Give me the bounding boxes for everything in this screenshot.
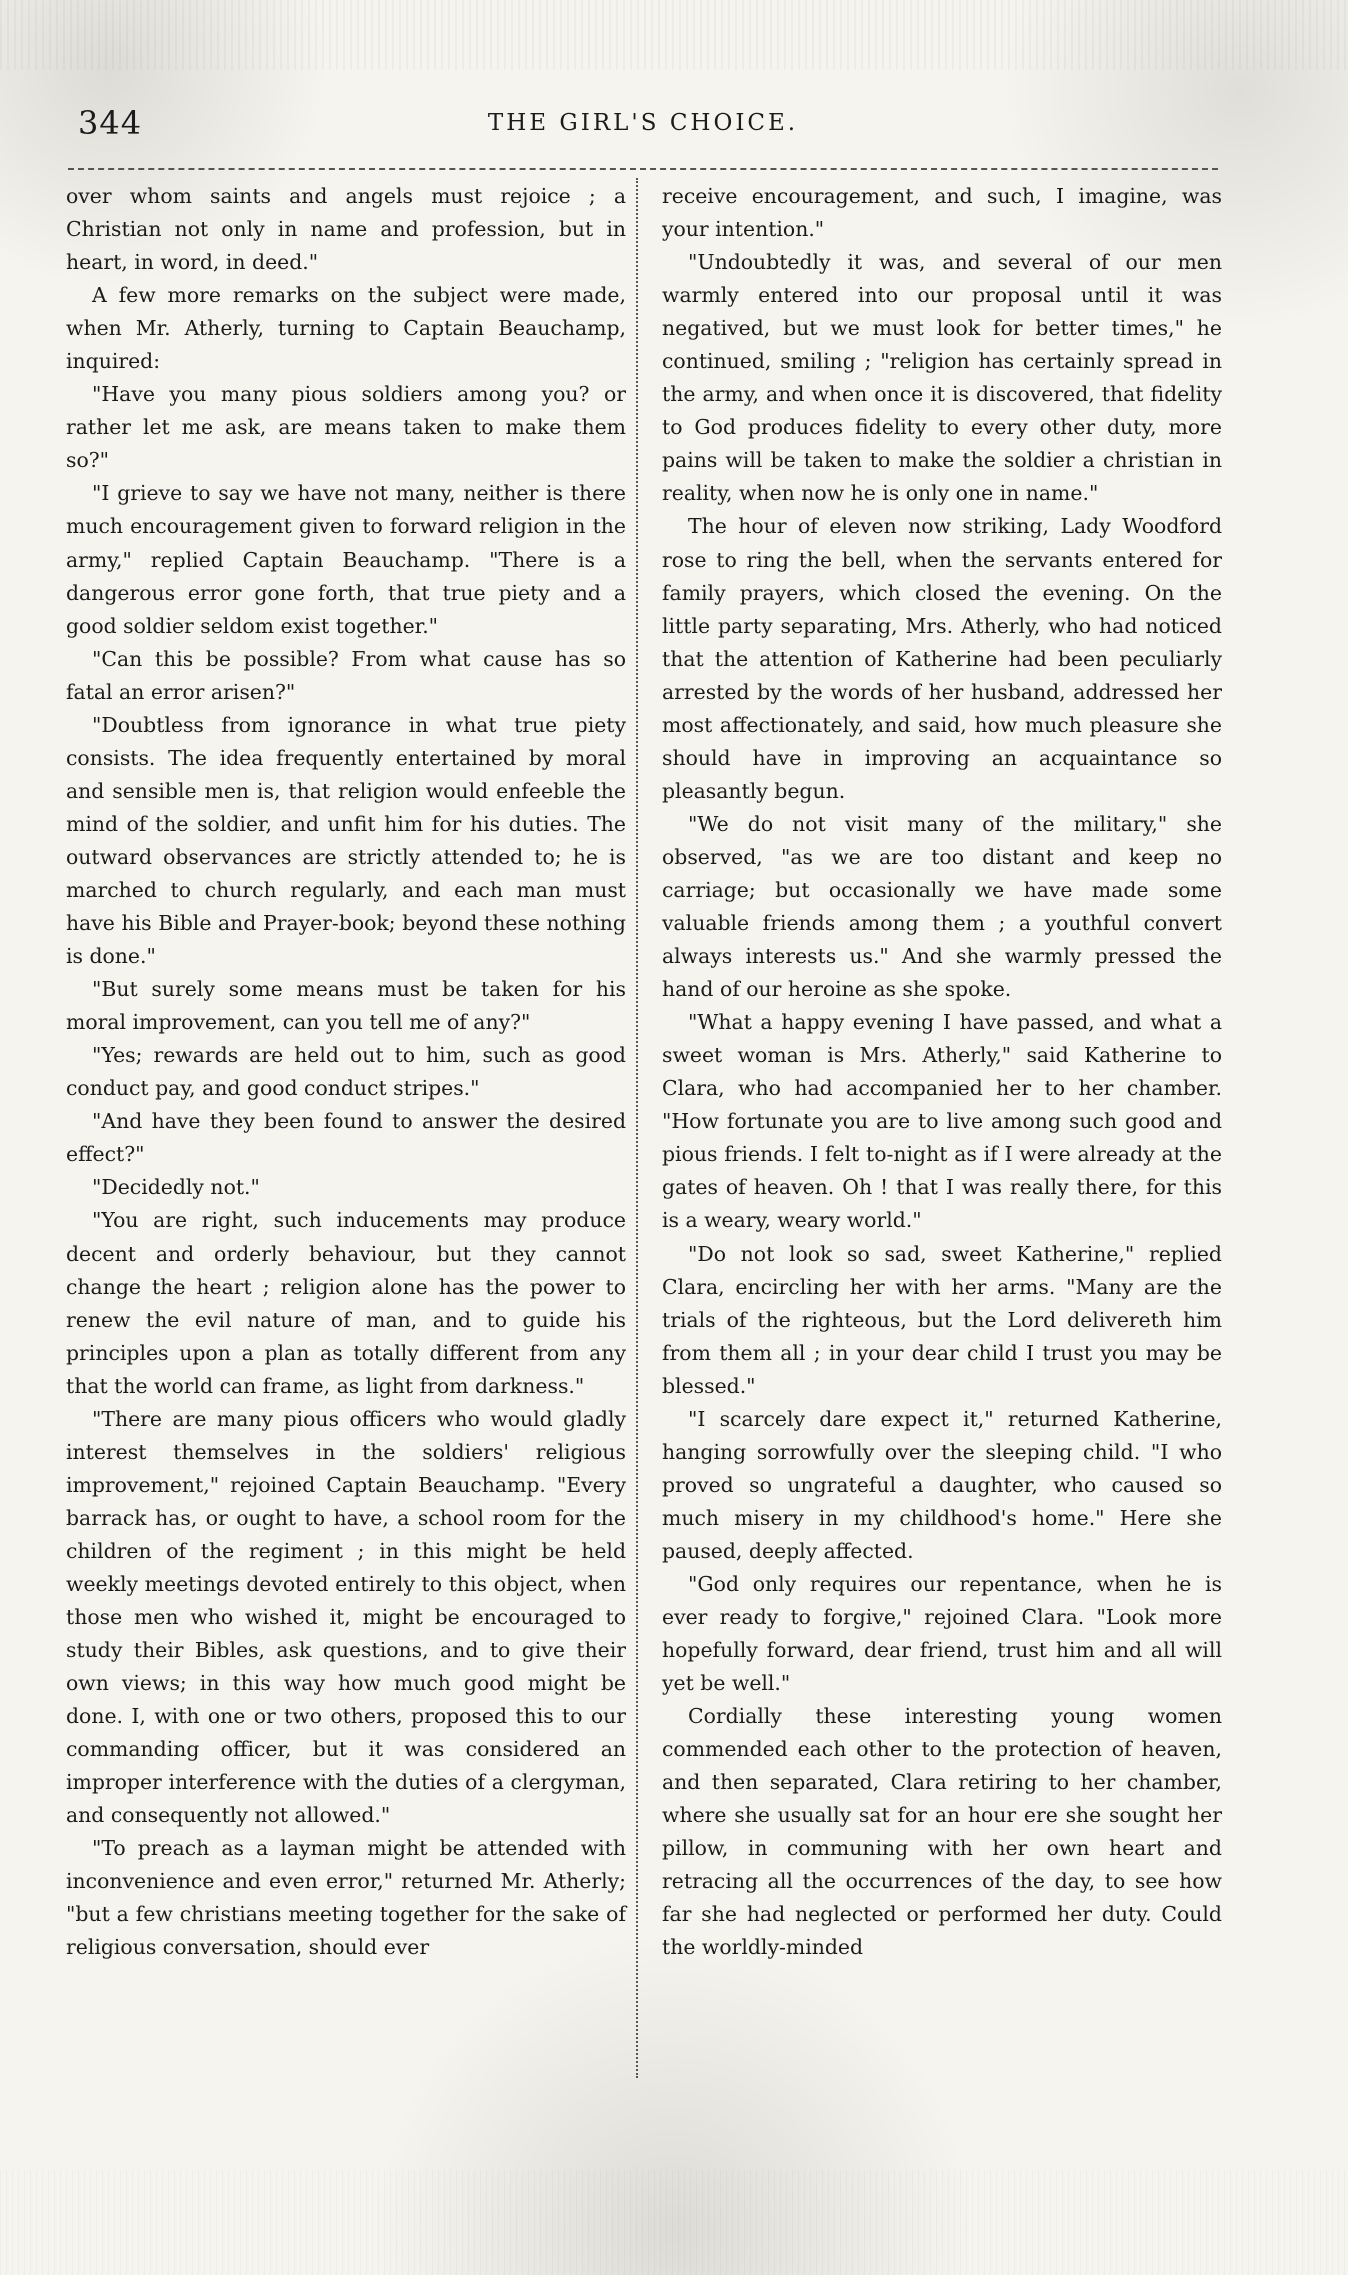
paragraph: "We do not visit many of the military," she observed, "as we are too distant and keep no carriage; but occasionally we have made some valuable friends among them ; a youthful convert always interests us." And she warmly pressed the hand of our heroine as she spoke. bbox=[662, 811, 1222, 1002]
running-title: THE GIRL'S CHOICE. bbox=[487, 110, 799, 136]
paragraph: Cordially these interesting young women commended each other to the protection of heaven, and then separated, Clara retiring to her chamber, where she usually sat for an hour ere she sought her pillow, in communing with her own heart and retracing all the occurrences of the day, to see how far she had neglected or performed her duty. Could the worldly-minded bbox=[662, 1704, 1222, 1960]
paragraph: "I grieve to say we have not many, neither is there much encouragement given to forward religion in the army," replied Captain Beauchamp. "There is a dangerous error gone forth, that true piety and a good soldier seldom exist together." bbox=[66, 481, 626, 638]
paragraph: "Undoubtedly it was, and several of our men warmly entered into our proposal until it was negatived, but we must look for better times," he continued, smiling ; "religion has certainly spread in the army, and when once it is discovered, that fidelity to God produces fidelity to every other duty, more pains will be taken to make the soldier a christian in reality, when now he is only one in name." bbox=[662, 250, 1222, 506]
paragraph: "To preach as a layman might be attended with inconvenience and even error," returned Mr. Atherly; "but a few christians meeting together for the sake of religious conversation, should ever bbox=[66, 1836, 626, 1960]
paragraph: "Yes; rewards are held out to him, such as good conduct pay, and good conduct stripes." bbox=[66, 1043, 626, 1101]
print-speckle-bottom bbox=[0, 2170, 1348, 2275]
paragraph: "Doubtless from ignorance in what true piety consists. The idea frequently entertained by moral and sensible men is, that religion would enfeeble the mind of the soldier, and unfit him for his duties. The outward observances are strictly attended to; he is marched to church regularly, and each man must have his Bible and Prayer-book; beyond these nothing is done." bbox=[66, 712, 626, 969]
column-divider bbox=[636, 178, 638, 2078]
paragraph: "What a happy evening I have passed, and what a sweet woman is Mrs. Atherly," said Katherine to Clara, who had accompanied her to her chamber. "How fortunate you are to live among such good and pious friends. I felt to-night as if I were already at the gates of heaven. Oh ! that I was really there, for this is a weary, weary world." bbox=[662, 1010, 1222, 1233]
paragraph: A few more remarks on the subject were made, when Mr. Atherly, turning to Captain Beauchamp, inquired: bbox=[66, 283, 626, 374]
paragraph: receive encouragement, and such, I imagine, was your intention." bbox=[662, 184, 1222, 242]
paragraph: "And have they been found to answer the desired effect?" bbox=[66, 1109, 626, 1167]
right-column bbox=[662, 180, 1222, 1965]
paragraph: "Do not look so sad, sweet Katherine," replied Clara, encircling her with her arms. "Many are the trials of the righteous, but the Lord delivereth him from them all ; in your dear child I trust you may be blessed." bbox=[662, 1241, 1222, 1398]
header-rule bbox=[68, 168, 1218, 170]
paragraph: "Decidedly not." bbox=[92, 1175, 260, 1200]
paragraph: "There are many pious officers who would gladly interest themselves in the soldiers' religious improvement," rejoined Captain Beauchamp. "Every barrack has, or ought to have, a school room for the children of the regiment ; in this might be held weekly meetings devoted entirely to this object, when those men who wished it, might be encouraged to study their Bibles, ask questions, and to give their own views; in this way how much good might be done. I, with one or two others, proposed this to our commanding officer, but it was considered an improper interference with the duties of a clergyman, and consequently not allowed." bbox=[66, 1406, 626, 1828]
paragraph: over whom saints and angels must rejoice ; a Christian not only in name and profession, but in heart, in word, in deed." bbox=[66, 184, 626, 275]
paragraph: "God only requires our repentance, when he is ever ready to forgive," rejoined Clara. "Look more hopefully forward, dear friend, trust him and all will yet be well." bbox=[662, 1571, 1222, 1696]
left-column bbox=[66, 180, 626, 1965]
print-speckle-top bbox=[0, 0, 1348, 70]
paragraph: The hour of eleven now striking, Lady Woodford rose to ring the bell, when the servants entered for family prayers, which closed the evening. On the little party separating, Mrs. Atherly, who had noticed that the attention of Katherine had been peculiarly arrested by the words of her husband, addressed her most affectionately, and said, how much pleasure she should have in improving an acquaintance so pleasantly begun. bbox=[662, 514, 1222, 803]
paragraph: "Can this be possible? From what cause has so fatal an error arisen?" bbox=[66, 646, 626, 704]
paragraph: "Have you many pious soldiers among you? or rather let me ask, are means taken to make them so?" bbox=[66, 382, 626, 473]
paragraph: "I scarcely dare expect it," returned Katherine, hanging sorrowfully over the sleeping child. "I who proved so ungrateful a daughter, who caused so much misery in my childhood's home." Here she paused, deeply affected. bbox=[662, 1406, 1222, 1563]
running-header bbox=[78, 104, 1208, 148]
page-number: 344 bbox=[78, 104, 143, 142]
paragraph: "You are right, such inducements may produce decent and orderly behaviour, but they cannot change the heart ; religion alone has the power to renew the evil nature of man, and to guide his principles upon a plan as totally different from any that the world can frame, as light from darkness." bbox=[66, 1208, 626, 1398]
paragraph: "But surely some means must be taken for his moral improvement, can you tell me of any?" bbox=[66, 977, 626, 1035]
